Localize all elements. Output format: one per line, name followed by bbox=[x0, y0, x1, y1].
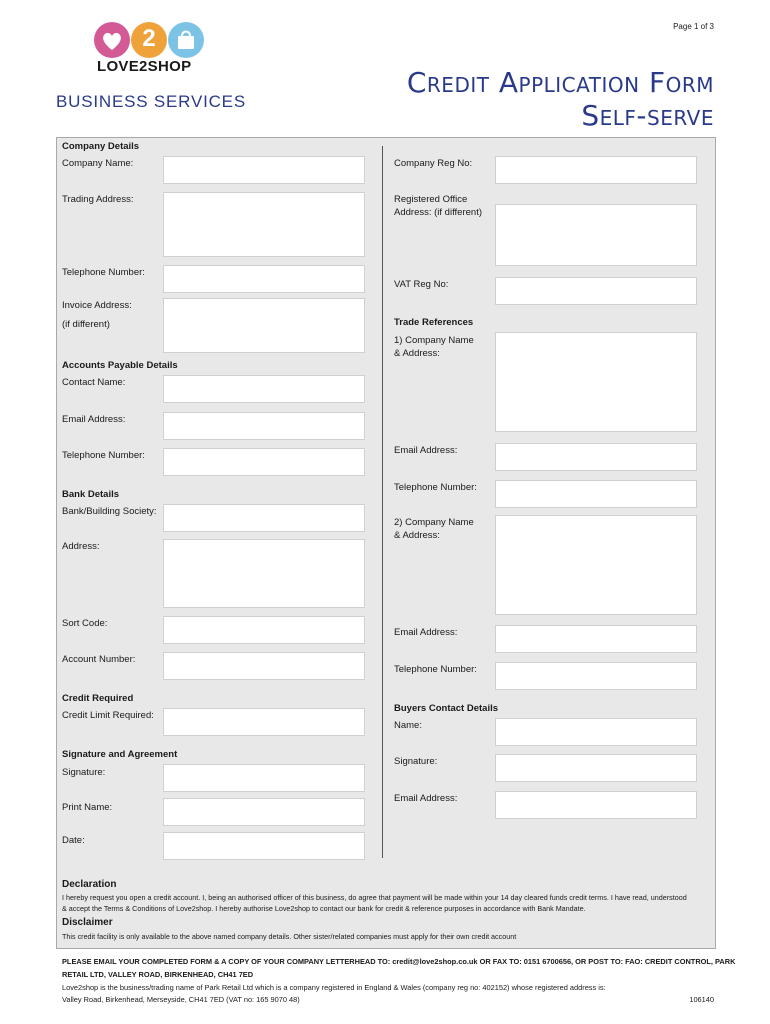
trade-references-heading: Trade References bbox=[394, 317, 474, 328]
date-label: Date: bbox=[62, 835, 85, 846]
account-number-label: Account Number: bbox=[62, 654, 136, 665]
credit-limit-label: Credit Limit Required: bbox=[62, 710, 154, 721]
credit-limit-field[interactable] bbox=[163, 708, 365, 736]
contact-name-field[interactable] bbox=[163, 375, 365, 403]
email-label: Email Address: bbox=[62, 414, 126, 425]
bank-society-field[interactable] bbox=[163, 504, 365, 532]
company-details-heading: Company Details bbox=[62, 141, 140, 152]
sort-code-label: Sort Code: bbox=[62, 618, 108, 629]
vat-reg-field[interactable] bbox=[495, 277, 697, 305]
print-name-label: Print Name: bbox=[62, 802, 113, 813]
ap-telephone-label: Telephone Number: bbox=[62, 450, 145, 461]
contact-name-label: Contact Name: bbox=[62, 377, 126, 388]
page-number: Page 1 of 3 bbox=[673, 22, 714, 31]
disclaimer-heading: Disclaimer bbox=[62, 917, 113, 928]
credit-required-heading: Credit Required bbox=[62, 693, 134, 704]
declaration-text-1: I hereby request you open a credit account. I, being an authorised officer of this business, do agree that payment will be made within your 14 day cleared funds credit terms. I have read, understood bbox=[62, 893, 687, 902]
footer-line-2: RETAIL LTD, VALLEY ROAD, BIRKENHEAD, CH41 7ED bbox=[62, 970, 254, 979]
accounts-payable-heading: Accounts Payable Details bbox=[62, 360, 178, 371]
signature-field[interactable] bbox=[163, 764, 365, 792]
date-field[interactable] bbox=[163, 832, 365, 860]
buyer-signature-label: Signature: bbox=[394, 756, 438, 767]
buyers-contact-heading: Buyers Contact Details bbox=[394, 703, 499, 714]
ref2-telephone-label: Telephone Number: bbox=[394, 664, 477, 675]
form-code: 106140 bbox=[689, 995, 714, 1004]
ref1-email-label: Email Address: bbox=[394, 445, 458, 456]
company-name-field[interactable] bbox=[163, 156, 365, 184]
footer-line-1: PLEASE EMAIL YOUR COMPLETED FORM & A COPY OF YOUR COMPANY LETTERHEAD TO: credit@love2shop.co.uk OR FAX TO: 0151 6700656, OR POST TO: FAO: CREDIT CONTROL, PARK bbox=[62, 957, 736, 966]
ref2-company-field[interactable] bbox=[495, 515, 697, 615]
reg-office-field[interactable] bbox=[495, 204, 697, 266]
ref1-telephone-field[interactable] bbox=[495, 480, 697, 508]
ref1-address-label: & Address: bbox=[394, 348, 440, 359]
ref2-email-field[interactable] bbox=[495, 625, 697, 653]
vat-reg-label: VAT Reg No: bbox=[394, 279, 449, 290]
bank-address-label: Address: bbox=[62, 541, 100, 552]
account-number-field[interactable] bbox=[163, 652, 365, 680]
invoice-address-field[interactable] bbox=[163, 298, 365, 353]
logo-digit: 2 bbox=[142, 25, 156, 52]
signature-agreement-heading: Signature and Agreement bbox=[62, 749, 178, 760]
buyer-name-field[interactable] bbox=[495, 718, 697, 746]
form-title: Credit Application Form bbox=[406, 66, 714, 99]
sort-code-field[interactable] bbox=[163, 616, 365, 644]
trading-address-label: Trading Address: bbox=[62, 194, 134, 205]
ref1-email-field[interactable] bbox=[495, 443, 697, 471]
reg-office-label: Registered Office bbox=[394, 194, 468, 205]
disclaimer-text: This credit facility is only available to the above named company details. Other sister/related companies must apply for their own credit account bbox=[62, 932, 517, 941]
ref2-address-label: & Address: bbox=[394, 530, 440, 541]
ref1-company-label: 1) Company Name bbox=[394, 335, 474, 346]
telephone-field[interactable] bbox=[163, 265, 365, 293]
telephone-label: Telephone Number: bbox=[62, 267, 145, 278]
footer-line-3: Love2shop is the business/trading name of Park Retail Ltd which is a company registered in England & Wales (company reg no: 402152) whose registered address is: bbox=[62, 983, 606, 992]
bank-society-label: Bank/Building Society: bbox=[62, 506, 157, 517]
ref2-telephone-field[interactable] bbox=[495, 662, 697, 690]
brand-name: LOVE2SHOP bbox=[97, 58, 192, 75]
declaration-heading: Declaration bbox=[62, 879, 117, 890]
ref2-email-label: Email Address: bbox=[394, 627, 458, 638]
column-divider bbox=[382, 146, 383, 858]
buyer-signature-field[interactable] bbox=[495, 754, 697, 782]
ap-telephone-field[interactable] bbox=[163, 448, 365, 476]
bank-details-heading: Bank Details bbox=[62, 489, 120, 500]
company-reg-field[interactable] bbox=[495, 156, 697, 184]
form-subtitle: Self-serve bbox=[581, 99, 714, 132]
email-field[interactable] bbox=[163, 412, 365, 440]
buyer-name-label: Name: bbox=[394, 720, 422, 731]
ref1-company-field[interactable] bbox=[495, 332, 697, 432]
buyer-email-field[interactable] bbox=[495, 791, 697, 819]
footer-line-4: Valley Road, Birkenhead, Merseyside, CH41 7ED (VAT no: 165 9070 48) bbox=[62, 995, 300, 1004]
bank-address-field[interactable] bbox=[163, 539, 365, 608]
brand-division: BUSINESS SERVICES bbox=[56, 92, 246, 111]
reg-office-label-2: Address: (if different) bbox=[394, 207, 483, 218]
trading-address-field[interactable] bbox=[163, 192, 365, 257]
ref1-telephone-label: Telephone Number: bbox=[394, 482, 477, 493]
buyer-email-label: Email Address: bbox=[394, 793, 458, 804]
declaration-text-2: & accept the Terms & Conditions of Love2shop. I hereby authorise Love2shop to contact our bank for credit & reference purposes in accordance with Bank Mandate. bbox=[62, 904, 586, 913]
signature-label: Signature: bbox=[62, 767, 106, 778]
print-name-field[interactable] bbox=[163, 798, 365, 826]
invoice-address-label: Invoice Address: bbox=[62, 300, 132, 311]
company-name-label: Company Name: bbox=[62, 158, 134, 169]
company-reg-label: Company Reg No: bbox=[394, 158, 473, 169]
ref2-company-label: 2) Company Name bbox=[394, 517, 474, 528]
invoice-if-different-label: (if different) bbox=[62, 319, 110, 330]
